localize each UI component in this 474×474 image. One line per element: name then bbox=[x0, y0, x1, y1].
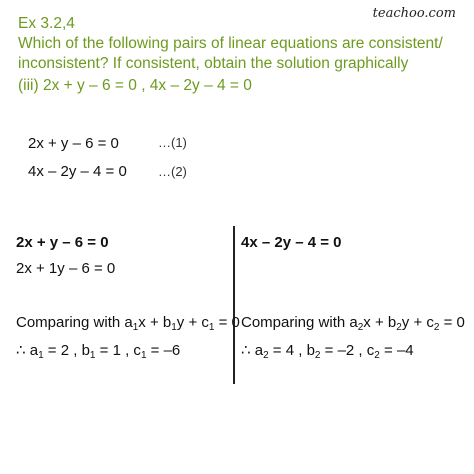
brand-logo: teachoo.com bbox=[372, 6, 456, 21]
question-line-2: inconsistent? If consistent, obtain the solution graphically bbox=[18, 55, 409, 72]
column-divider bbox=[233, 226, 235, 384]
left-compare: Comparing with $a_1x + b_1y + c_1 = 0$ bbox=[16, 314, 240, 333]
exercise-number: Ex 3.2,4 bbox=[18, 15, 75, 32]
right-compare: Comparing with $a_2x + b_2y + c_2 = 0$ bbox=[241, 314, 465, 333]
equation-2-tag: …(2) bbox=[158, 164, 187, 179]
right-coefficients: ∴ $a_2 = 4$ , $b_2 = -2$ , $c_2 = -4$ bbox=[241, 342, 414, 361]
left-rewritten: 2x + 1y – 6 = 0 bbox=[16, 260, 116, 277]
equation-1-tag: …(1) bbox=[158, 135, 187, 150]
question-line-1: Which of the following pairs of linear equations are consistent/ bbox=[18, 35, 443, 52]
right-title: 4x – 2y – 4 = 0 bbox=[241, 234, 342, 251]
left-title: 2x + y – 6 = 0 bbox=[16, 234, 109, 251]
equation-2: 4x – 2y – 4 = 0 bbox=[28, 163, 127, 180]
equation-1: 2x + y – 6 = 0 bbox=[28, 135, 119, 152]
question-part: (iii) 2x + y – 6 = 0 , 4x – 2y – 4 = 0 bbox=[18, 77, 252, 94]
left-coefficients: ∴ $a_1 = 2$ , $b_1 = 1$ , $c_1 = -6$ bbox=[16, 342, 181, 361]
